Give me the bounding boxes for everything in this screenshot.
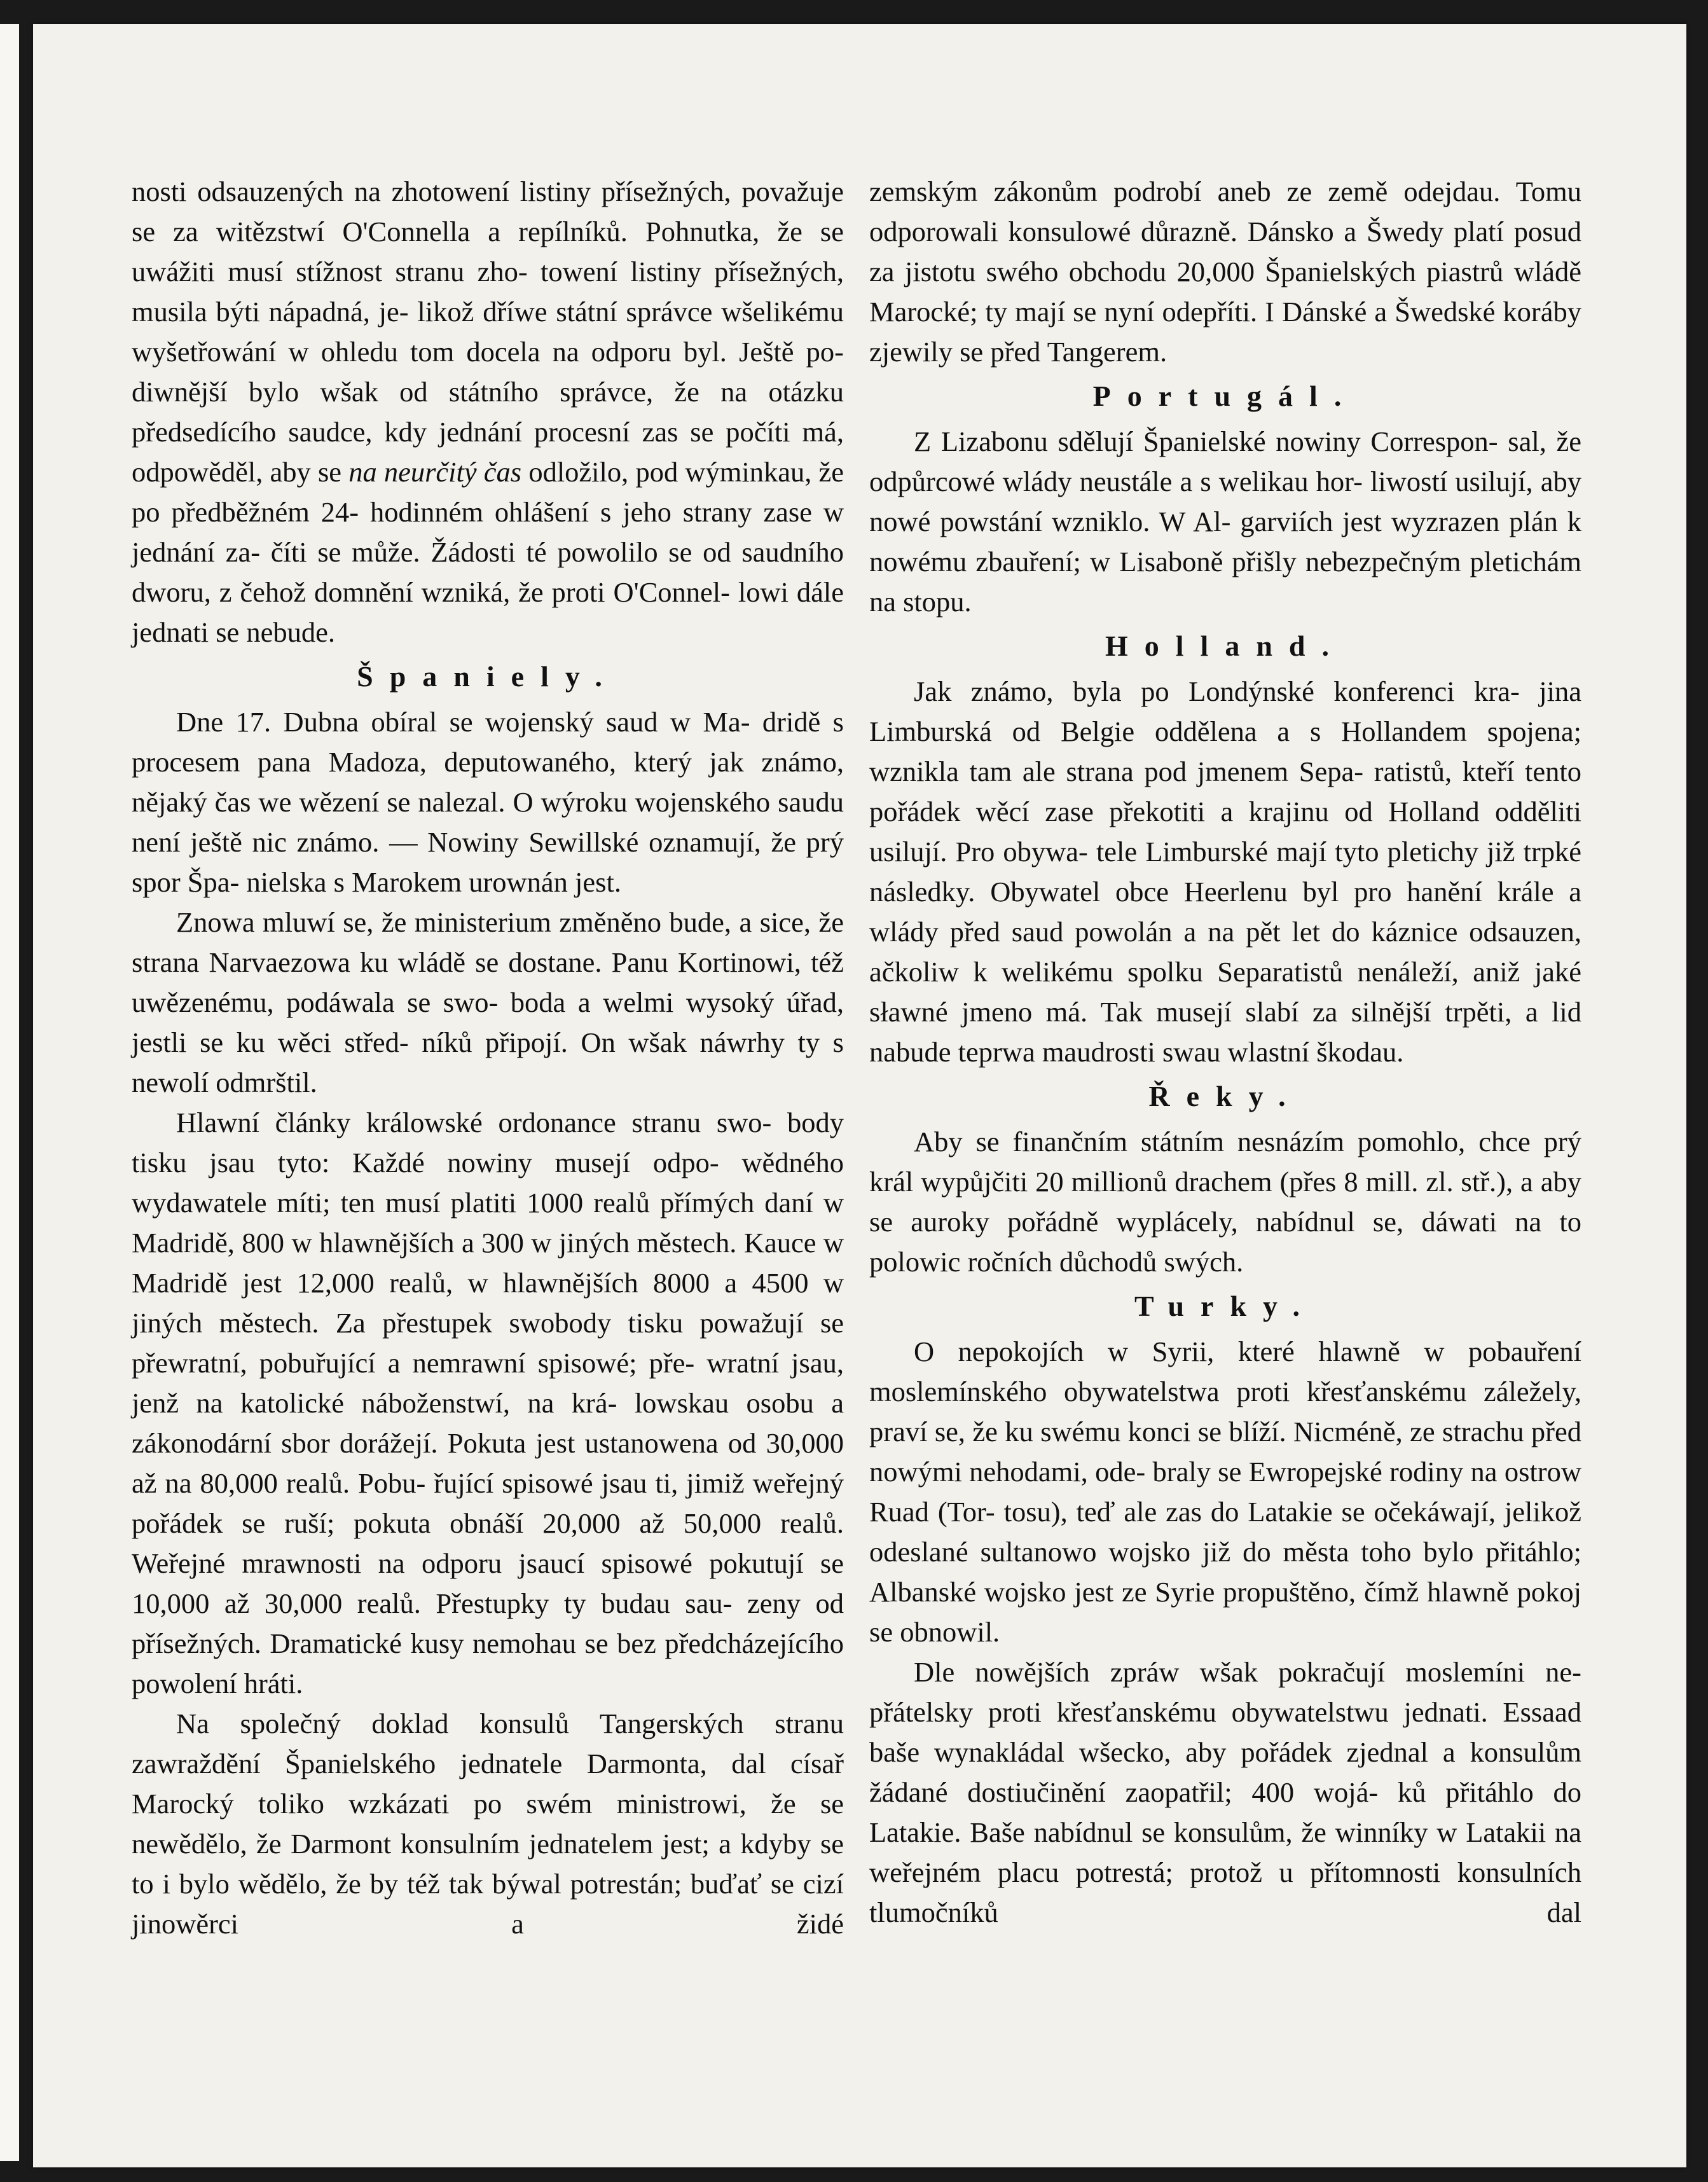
section-heading-holland: Holland. bbox=[1105, 630, 1346, 662]
paragraph-loan: Aby se finančním státním nesnázím pomohlo, chce prý král wypůjčiti 20 millionů drachem (přes 8 mill. zl. stř.), a aby se auroky pořádně wyplácely, nabídnul se, dáwati na to polowic ročních důchodů swých. bbox=[869, 1126, 1582, 1278]
section-heading-portugal: Portugál. bbox=[1092, 380, 1358, 412]
paragraph-oconnell: nosti odsauzených na zhotowení listiny přísežných, považuje se za witězstwí O'Connella a repílníků. Pohnutka, že se uwážiti musí stížnost stranu zho- towení listiny přísežných, musila býti nápadná, je- likož dříwe státní správce wšelikému wyšetřowání w ohledu tom docela na odporu byl. Ještě po- diwnější bylo wšak od státního správce, že na otázku předsedícího saudce, kdy jednání procesní zas se počíti má, odpowěděl, aby se na neurčitý čas odložilo, pod wýminkau, že po předběžném 24- hodinném ohlášení s jeho strany zase w jednání za- číti se může. Žádosti té powolilo se od saudního dworu, z čehož domnění wzniká, že proti O'Connel- lowi dále jednati se nebude. bbox=[132, 176, 844, 648]
paragraph-ministry: Znowa mluwí se, že ministerium změněno bude, a sice, že strana Narvaezowa ku wládě se dostane. Panu Kortinowi, též uwězenému, podáwala se swo- boda a welmi wysoký úřad, jestli se ku wěci střed- níků připojí. On wšak náwrhy ty s newolí odmrštil. bbox=[132, 906, 844, 1098]
section-heading-spain: Španiely. bbox=[357, 660, 619, 693]
italic-phrase: na neurčitý čas bbox=[348, 456, 522, 488]
newspaper-page bbox=[33, 24, 1686, 2167]
paragraph-latakia: Dle nowějších zpráw wšak pokračují moslemíni ne- přátelsky proti křesťanskému obywatelstwu jednati. Essaad baše wynakládal wšecko, aby pořádek zjednal a konsulům žádané dostiučinění zaopatřil; 400 wojá- ků přitáhlo do Latakie. Baše nabídnul se konsulům, že winníky w Latakii na weřejném placu potrestá; protož u přítomnosti konsulních tlumočníků dal bbox=[869, 1656, 1582, 1928]
paragraph-press-ordinance: Hlawní články králowské ordonance stranu swo- body tisku jsau tyto: Každé nowiny musejí odpo- wědného wydawatele míti; ten musí platiti 1000 realů přímých daní w Madridě, 800 w hlawnějších a 300 w jiných městech. Kauce w Madridě jest 12,000 realů, w hlawnějších 8000 a 4500 w jiných městech. Za přestupek swobody tisku powažují se přewratní, pobuřující a nemrawní spisowé; pře- wratní jsau, jenž na katolické náboženstwí, na krá- lowskau osobu a zákonodární sbor dorážejí. Pokuta jest ustanowena od 30,000 až na 80,000 realů. Pobu- řující spisowé jsau ti, jimiž weřejný pořádek se ruší; pokuta obnáší 20,000 až 50,000 realů. Weřejné mrawnosti na odporu jsaucí spisowé pokutují se 10,000 až 30,000 realů. Přestupky ty budau sau- zeny od přísežných. Dramatické kusy nemohau se bez předcházejícího powolení hráti. bbox=[132, 1107, 844, 1699]
paragraph-lisbon: Z Lizabonu sdělují Španielské nowiny Correspon- sal, že odpůrcowé wlády neustále a s welikau hor- liwostí usilují, aby nowé powstání wzniklo. W Al- garviích jest wyzrazen plán k nowému zbauření; w Lisaboně přišly nebezpečným pletichám na stopu. bbox=[869, 425, 1582, 618]
right-column bbox=[869, 172, 1581, 1933]
paragraph-darmont: Na společný doklad konsulů Tangerských stranu zawraždění Španielského jednatele Darmonta, dal císař Marocký toliko wzkázati po swém ministrowi, že se newědělo, že Darmont konsulním jednatelem jest; a kdyby se to i bylo wědělo, že by též tak býwal potrestán; buďať se cizí jinowěrci a židé bbox=[132, 1708, 844, 1940]
section-heading-greece: Řeky. bbox=[1148, 1080, 1302, 1112]
paragraph-syria: O nepokojích w Syrii, které hlawně w pobauření moslemínského obywatelstwa proti křesťanskému záležely, praví se, že ku swému konci se blíží. Nicméně, ze strachu před nowými nehodami, ode- braly se Ewropejské rodiny na ostrow Ruad (Tor- tosu), teď ale zas do Latakie se očekáwají, jelikož odeslané sultanowo wojsko již do města toho bylo přitáhlo; Albanské wojsko jest ze Syrie propuštěno, čímž hlawně pokoj se obnowil. bbox=[869, 1336, 1582, 1648]
adjacent-page-edge bbox=[0, 24, 19, 2161]
left-column bbox=[132, 172, 844, 1944]
paragraph-madoz: Dne 17. Dubna obíral se wojenský saud w Ma- dridě s procesem pana Madoza, deputowaného, který jak známo, nějaký čas we wězení se nalezal. O wýroku wojenského saudu není ještě nic známo. — Nowiny Sewillské oznamují, že prý spor Špa- nielska s Marokem urownán jest. bbox=[132, 706, 844, 898]
section-heading-turkey: Turky. bbox=[1134, 1290, 1316, 1322]
paragraph-tanger-continued: zemským zákonům podrobí aneb ze země odejdau. Tomu odporowali konsulowé důrazně. Dánsko a Šwedy platí posud za jistotu swého obchodu 20,000 Španielských piastrů wládě Marocké; ty mají se nyní odepříti. I Dánské a Šwedské koráby zjewily se před Tangerem. bbox=[869, 176, 1582, 368]
paragraph-limburg: Jak známo, byla po Londýnské konferenci kra- jina Limburská od Belgie oddělena a s Hollandem spojena; wznikla tam ale strana pod jmenem Sepa- ratistů, kteří tento pořádek wěcí zase překotiti a krajinu od Holland odděliti usilují. Pro obywa- tele Limburské mají tyto pletichy již trpké následky. Obywatel obce Heerlenu byl pro hanění krále a wlády před saud powolán a na pět let do káznice odsauzen, ačkoliw k welikému spolku Separatistů nenáleží, aniž jaké sławné jmeno má. Tak musejí slabí za silnější trpěti, a lid nabude teprwa maudrosti swau wlastní škodau. bbox=[869, 675, 1582, 1068]
